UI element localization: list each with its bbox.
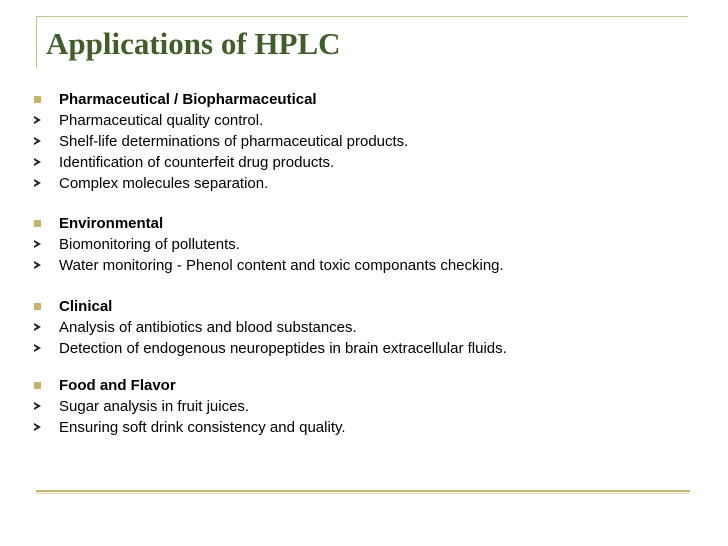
left-border-line (36, 16, 37, 68)
list-item-text: Biomonitoring of pollutents. (59, 236, 240, 253)
list-item-text: Ensuring soft drink consistency and quality. (59, 419, 346, 436)
list-item-text: Pharmaceutical quality control. (59, 112, 264, 129)
arrow-bullet-icon (34, 234, 46, 255)
arrow-bullet-icon (34, 173, 46, 194)
bottom-border-shadow-line (36, 493, 690, 494)
slide-title: Applications of HPLC (46, 26, 341, 61)
list-item-text: Analysis of antibiotics and blood substances. (59, 319, 357, 336)
arrow-bullet-icon (34, 131, 46, 152)
bottom-border-line (36, 490, 690, 492)
square-bullet-icon (34, 89, 46, 110)
square-bullet-icon (34, 296, 46, 317)
section-heading-text: Clinical (59, 298, 113, 315)
list-item-text: Complex molecules separation. (59, 175, 269, 192)
square-bullet-icon (34, 375, 46, 396)
top-border-line (36, 16, 688, 17)
section-heading-text: Pharmaceutical / Biopharmaceutical (59, 91, 317, 108)
arrow-bullet-icon (34, 317, 46, 338)
square-bullet-icon (34, 213, 46, 234)
arrow-bullet-icon (34, 338, 46, 359)
list-item-text: Water monitoring - Phenol content and toxic componants checking. (59, 257, 504, 274)
list-item-text: Sugar analysis in fruit juices. (59, 398, 250, 415)
arrow-bullet-icon (34, 152, 46, 173)
arrow-bullet-icon (34, 417, 46, 438)
list-item-text: Detection of endogenous neuropeptides in brain extracellular fluids. (59, 340, 507, 357)
list-item-text: Shelf-life determinations of pharmaceutical products. (59, 133, 409, 150)
section-heading-text: Food and Flavor (59, 377, 176, 394)
arrow-bullet-icon (34, 255, 46, 276)
list-item-text: Identification of counterfeit drug products. (59, 154, 335, 171)
arrow-bullet-icon (34, 396, 46, 417)
section-heading-text: Environmental (59, 215, 164, 232)
arrow-bullet-icon (34, 110, 46, 131)
